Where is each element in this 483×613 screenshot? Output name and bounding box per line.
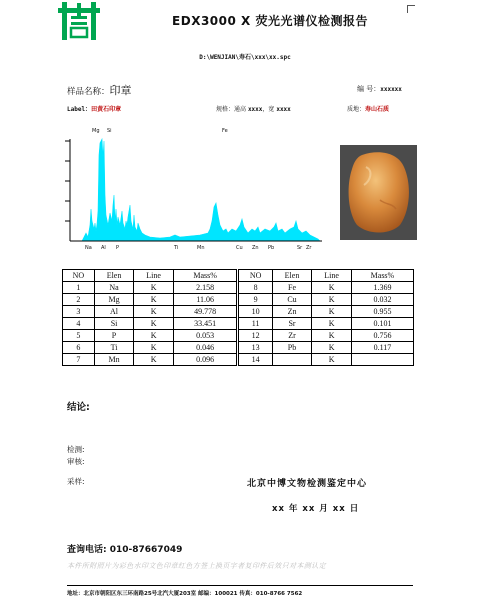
measurement-field <box>216 104 291 113</box>
sample-photo <box>340 145 417 240</box>
axis-label-zn: Zn <box>252 245 259 251</box>
table-row <box>63 318 414 330</box>
sample-name-label: 样品名称： <box>67 87 110 97</box>
table-cell: K <box>312 330 352 342</box>
material-field <box>347 104 389 113</box>
table-cell: 0.046 <box>173 342 238 354</box>
table-cell: 0.053 <box>173 330 238 342</box>
table-cell: 7 <box>63 354 95 366</box>
table-cell: K <box>312 282 352 294</box>
table-cell: Zr <box>272 330 312 342</box>
reviewer-label: 审核: <box>67 457 85 466</box>
measure-label: 规格：通高 <box>216 106 247 113</box>
table-cell: 14 <box>238 354 272 366</box>
width-value: xxxx <box>276 106 291 113</box>
table-cell: 8 <box>238 282 272 294</box>
table-cell: 13 <box>238 342 272 354</box>
footer-divider <box>67 585 413 586</box>
peak-label-si: Si <box>107 128 112 134</box>
table-cell: K <box>312 354 352 366</box>
table-cell: 0.101 <box>351 318 413 330</box>
table-cell: Na <box>94 282 134 294</box>
axis-label-mn: Mn <box>197 245 205 251</box>
element-table <box>62 269 414 366</box>
conclusion-label: 结论: <box>67 402 90 413</box>
table-cell: 0.096 <box>173 354 238 366</box>
table-cell: 0.117 <box>351 342 413 354</box>
table-cell <box>351 354 413 366</box>
table-cell: Sr <box>272 318 312 330</box>
table-cell: K <box>134 330 174 342</box>
table-cell: 1.369 <box>351 282 413 294</box>
table-cell: K <box>312 342 352 354</box>
table-cell: 0.032 <box>351 294 413 306</box>
table-row <box>63 282 414 294</box>
label-field <box>67 104 121 113</box>
file-path: D:\WENJIAN\寿石\xxx\xx.spc <box>199 54 291 61</box>
material-value: 寿山石质 <box>365 106 390 113</box>
table-cell: 2 <box>63 294 95 306</box>
table-cell: Pb <box>272 342 312 354</box>
table-cell: K <box>134 306 174 318</box>
spectrum-trace <box>70 139 320 241</box>
table-header-cell: Line <box>312 270 352 282</box>
table-header-cell: NO <box>63 270 95 282</box>
table-cell: 4 <box>63 318 95 330</box>
table-cell: Ti <box>94 342 134 354</box>
table-cell: 3 <box>63 306 95 318</box>
axis-label-na: Na <box>85 245 92 251</box>
table-cell: K <box>134 282 174 294</box>
signatures <box>67 444 85 468</box>
table-row <box>63 354 414 366</box>
tester-label: 检测: <box>67 445 85 454</box>
table-cell: 0.756 <box>351 330 413 342</box>
table-header-cell: Mass% <box>173 270 238 282</box>
axis-label-al: Al <box>101 245 106 251</box>
contact-phone: 查询电话: 010-87667049 <box>67 545 183 555</box>
table-cell: 1 <box>63 282 95 294</box>
table-cell: K <box>134 294 174 306</box>
table-row <box>63 294 414 306</box>
table-cell: 49.778 <box>173 306 238 318</box>
label-key: Label： <box>67 106 92 113</box>
sample-number-label: 编 号： <box>357 85 381 93</box>
table-cell: 5 <box>63 330 95 342</box>
xrf-spectrum-chart <box>60 125 328 251</box>
peak-label-mg: Mg <box>92 128 100 134</box>
table-cell: Si <box>94 318 134 330</box>
table-cell: Fe <box>272 282 312 294</box>
table-cell: K <box>134 318 174 330</box>
table-header-row <box>63 270 414 282</box>
table-cell: K <box>312 294 352 306</box>
label-value: 田黄石印章 <box>91 106 122 113</box>
table-row <box>63 342 414 354</box>
axis-label-cu: Cu <box>236 245 243 251</box>
sample-name <box>67 82 132 98</box>
table-cell: K <box>312 318 352 330</box>
table-cell <box>272 354 312 366</box>
sample-number-value: xxxxxx <box>380 86 402 93</box>
table-cell: Mg <box>94 294 134 306</box>
table-cell: K <box>134 342 174 354</box>
table-cell: 11 <box>238 318 272 330</box>
sample-name-value: 印章 <box>109 84 132 97</box>
sampler-label: 采样: <box>67 477 85 486</box>
table-header-cell: Mass% <box>351 270 413 282</box>
table-cell: 12 <box>238 330 272 342</box>
report-title: EDX3000 X 荧光光谱仪检测报告 <box>172 14 368 28</box>
table-header-cell: NO <box>238 270 272 282</box>
table-cell: 9 <box>238 294 272 306</box>
table-cell: P <box>94 330 134 342</box>
axis-label-zr: Zr <box>306 245 312 251</box>
disclaimer-note: 本件所附照片为彩色水印文色印章红色方签上换页字者复印件后效只对本测认定 <box>67 562 326 570</box>
table-cell: Cu <box>272 294 312 306</box>
axis-label-sr: Sr <box>297 245 303 251</box>
table-cell: 33.451 <box>173 318 238 330</box>
table-cell: K <box>134 354 174 366</box>
corner-mark <box>407 5 415 13</box>
table-header-cell: Elen <box>94 270 134 282</box>
table-cell: Zn <box>272 306 312 318</box>
table-header-cell: Line <box>134 270 174 282</box>
table-cell: 11.06 <box>173 294 238 306</box>
logo-icon <box>58 2 100 40</box>
table-row <box>63 306 414 318</box>
table-cell: 6 <box>63 342 95 354</box>
footer-address: 地址：北京市朝阳区东三环南路25号北汽大厦203室 邮编：100021 传真：010-8766 7562 <box>67 591 303 597</box>
width-label: ，宽 <box>262 106 275 113</box>
axis-label-p: P <box>116 245 120 251</box>
measure-value: xxxx <box>247 106 263 113</box>
material-label: 质地： <box>347 106 366 113</box>
table-cell: 2.158 <box>173 282 238 294</box>
table-cell: 10 <box>238 306 272 318</box>
table-cell: K <box>312 306 352 318</box>
table-row <box>63 330 414 342</box>
peak-label-fe: Fe <box>222 128 228 134</box>
report-date: xx 年 xx 月 xx 日 <box>272 504 360 514</box>
sample-number <box>357 84 402 94</box>
center-name: 北京中博文物检测鉴定中心 <box>247 479 368 489</box>
table-cell: 0.955 <box>351 306 413 318</box>
table-cell: Al <box>94 306 134 318</box>
table-cell: Mn <box>94 354 134 366</box>
table-header-cell: Elen <box>272 270 312 282</box>
axis-label-ti: Ti <box>174 245 179 251</box>
axis-label-pb: Pb <box>268 245 275 251</box>
